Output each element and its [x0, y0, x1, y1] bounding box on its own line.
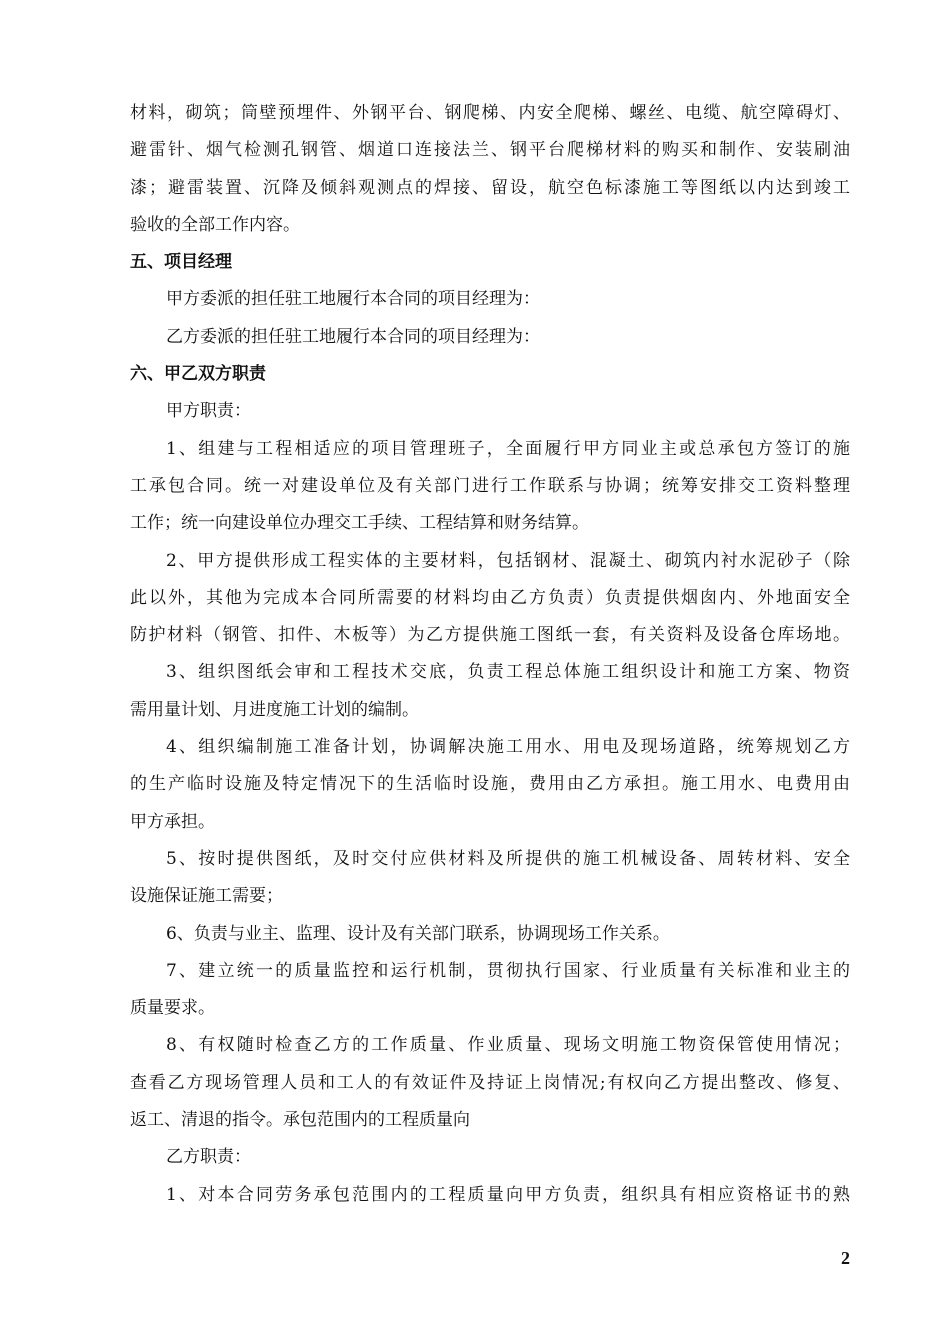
- paragraph-line: 查看乙方现场管理人员和工人的有效证件及持证上岗情况;有权向乙方提出整改、修复、: [130, 1072, 850, 1093]
- paragraph-line: 漆；避雷装置、沉降及倾斜观测点的焊接、留设，航空色标漆施工等图纸以内达到竣工: [130, 177, 850, 198]
- paragraph-line: 工承包合同。统一对建设单位及有关部门进行工作联系与协调；统筹安排交工资料整理: [130, 475, 850, 496]
- section-heading-responsibilities: 六、甲乙双方职责: [130, 364, 266, 385]
- paragraph-line: 质量要求。: [130, 998, 215, 1019]
- paragraph-line: 1、对本合同劳务承包范围内的工程质量向甲方负责，组织具有相应资格证书的熟: [166, 1184, 850, 1205]
- paragraph-line: 需用量计划、月进度施工计划的编制。: [130, 699, 419, 720]
- paragraph-line: 验收的全部工作内容。: [130, 214, 300, 235]
- paragraph-line: 的生产临时设施及特定情况下的生活临时设施，费用由乙方承担。施工用水、电费用由: [130, 774, 850, 795]
- paragraph-line: 工作；统一向建设单位办理交工手续、工程结算和财务结算。: [130, 513, 589, 534]
- party-a-manager-line: 甲方委派的担任驻工地履行本合同的项目经理为：: [166, 289, 540, 310]
- section-heading-project-manager: 五、项目经理: [130, 252, 232, 273]
- paragraph-line: 6、负责与业主、监理、设计及有关部门联系，协调现场工作关系。: [166, 923, 670, 944]
- paragraph-line: 7、建立统一的质量监控和运行机制，贯彻执行国家、行业质量有关标准和业主的: [166, 960, 850, 981]
- paragraph-line: 2、甲方提供形成工程实体的主要材料，包括钢材、混凝土、砌筑内衬水泥砂子（除: [166, 550, 850, 571]
- subheading-party-a: 甲方职责：: [166, 401, 251, 422]
- paragraph-line: 材料，砌筑；筒壁预埋件、外钢平台、钢爬梯、内安全爬梯、螺丝、电缆、航空障碍灯、: [130, 103, 850, 123]
- paragraph-line: 返工、清退的指令。承包范围内的工程质量向: [130, 1110, 470, 1131]
- paragraph-line: 3、组织图纸会审和工程技术交底，负责工程总体施工组织设计和施工方案、物资: [166, 662, 850, 683]
- paragraph-line: 甲方承担。: [130, 811, 215, 832]
- subheading-party-b: 乙方职责：: [166, 1147, 251, 1168]
- document-body: [130, 95, 850, 1214]
- paragraph-line: 此以外，其他为完成本合同所需要的材料均由乙方负责）负责提供烟囱内、外地面安全: [130, 587, 850, 608]
- paragraph-line: 5、按时提供图纸，及时交付应供材料及所提供的施工机械设备、周转材料、安全: [166, 848, 850, 869]
- paragraph-line: 设施保证施工需要；: [130, 886, 283, 907]
- paragraph-line: 1、组建与工程相适应的项目管理班子，全面履行甲方同业主或总承包方签订的施: [166, 438, 850, 459]
- page-number: 2: [841, 1248, 850, 1268]
- paragraph-line: 4、组织编制施工准备计划，协调解决施工用水、用电及现场道路，统筹规划乙方: [166, 737, 850, 758]
- paragraph-line: 避雷针、烟气检测孔钢管、烟道口连接法兰、钢平台爬梯材料的购买和制作、安装刷油: [130, 140, 850, 161]
- paragraph-line: 防护材料（钢管、扣件、木板等）为乙方提供施工图纸一套，有关资料及设备仓库场地。: [130, 625, 850, 646]
- party-b-manager-line: 乙方委派的担任驻工地履行本合同的项目经理为：: [166, 326, 540, 347]
- paragraph-line: 8、有权随时检查乙方的工作质量、作业质量、现场文明施工物资保管使用情况；: [166, 1035, 850, 1056]
